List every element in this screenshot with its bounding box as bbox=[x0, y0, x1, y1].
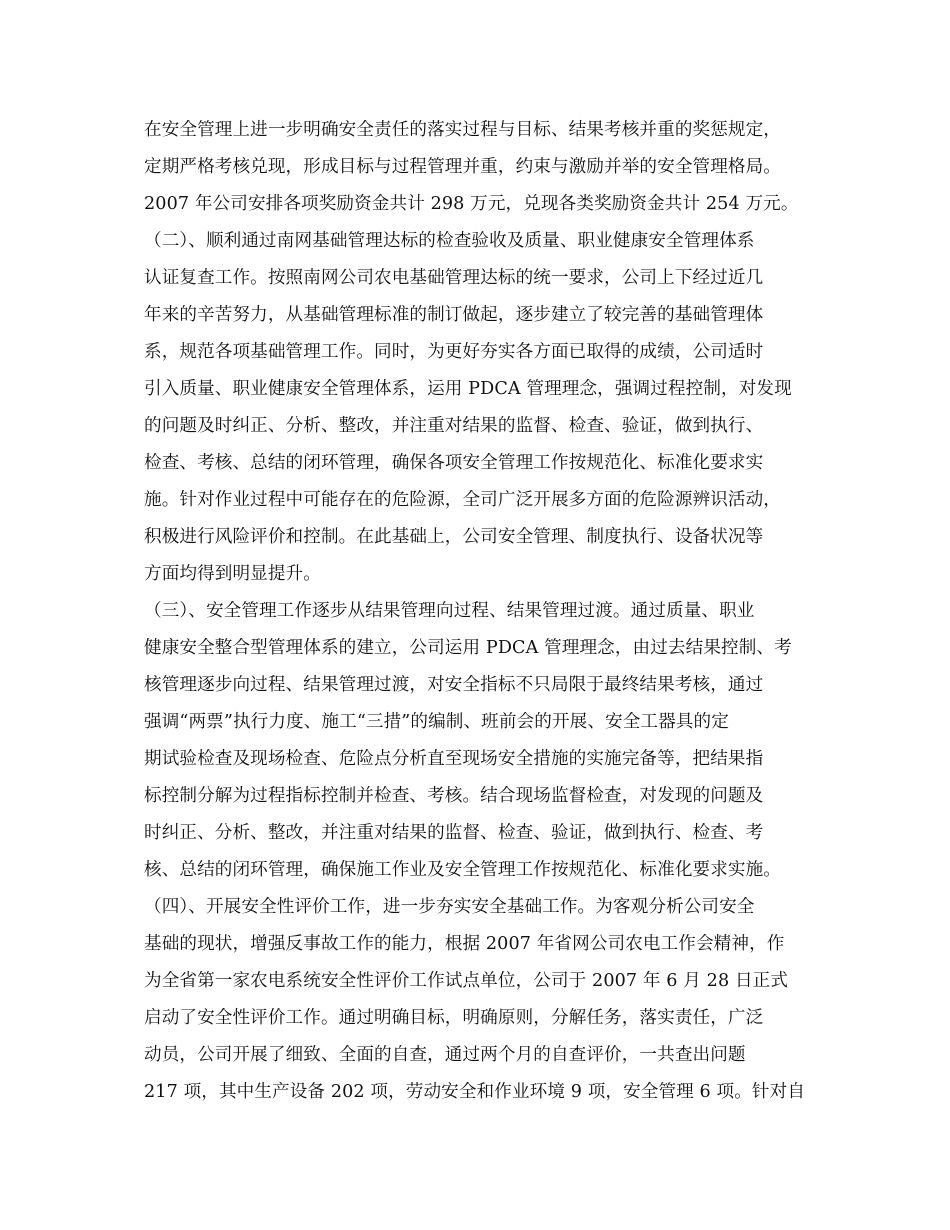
text-line: 强调“两票”执行力度、施工“三措”的编制、班前会的开展、安全工器具的定 bbox=[144, 712, 729, 732]
text-line: 年来的辛苦努力，从基础管理标准的制订做起，逐步建立了较完善的基础管理体 bbox=[144, 305, 764, 325]
text-line: 定期严格考核兑现，形成目标与过程管理并重，约束与激励并举的安全管理格局。 bbox=[144, 157, 781, 177]
text-line: 217 项，其中生产设备 202 项，劳动安全和作业环境 9 项，安全管理 6 项。针对自 bbox=[144, 1082, 806, 1102]
text-line: 核、总结的闭环管理，确保施工作业及安全管理工作按规范化、标准化要求实施。 bbox=[144, 860, 781, 880]
text-line: 方面均得到明显提升。 bbox=[144, 564, 321, 584]
text-line: 期试验检查及现场检查、危险点分析直至现场安全措施的实施完备等，把结果指 bbox=[144, 749, 764, 769]
section-heading-line: （三）、安全管理工作逐步从结果管理向过程、结果管理过渡。通过质量、职业 bbox=[144, 601, 755, 621]
text-line: 健康安全整合型管理体系的建立，公司运用 PDCA 管理理念，由过去结果控制、考 bbox=[144, 638, 792, 658]
text-line: 积极进行风险评价和控制。在此基础上，公司安全管理、制度执行、设备状况等 bbox=[144, 527, 764, 547]
text-line: 标控制分解为过程指标控制并检查、考核。结合现场监督检查，对发现的问题及 bbox=[144, 786, 764, 806]
document-body bbox=[144, 112, 814, 1111]
text-line: 在安全管理上进一步明确安全责任的落实过程与目标、结果考核并重的奖惩规定， bbox=[144, 120, 781, 140]
text-line: 时纠正、分析、整改，并注重对结果的监督、检查、验证，做到执行、检查、考 bbox=[144, 823, 764, 843]
text-line: 启动了安全性评价工作。通过明确目标，明确原则，分解任务，落实责任，广泛 bbox=[144, 1008, 764, 1028]
text-line: 认证复查工作。按照南网公司农电基础管理达标的统一要求，公司上下经过近几 bbox=[144, 268, 764, 288]
text-line: 的问题及时纠正、分析、整改，并注重对结果的监督、检查、验证，做到执行、 bbox=[144, 416, 764, 436]
text-line: 施。针对作业过程中可能存在的危险源，全司广泛开展多方面的危险源辨识活动， bbox=[144, 490, 781, 510]
text-line: 基础的现状，增强反事故工作的能力，根据 2007 年省网公司农电工作会精神，作 bbox=[144, 934, 785, 954]
text-line: 为全省第一家农电系统安全性评价工作试点单位，公司于 2007 年 6 月 28 日正式 bbox=[144, 971, 789, 991]
text-line: 2007 年公司安排各项奖励资金共计 298 万元，兑现各类奖励资金共计 254 万元。 bbox=[144, 194, 799, 214]
text-line: 核管理逐步向过程、结果管理过渡，对安全指标不只局限于最终结果考核，通过 bbox=[144, 675, 764, 695]
text-line: 引入质量、职业健康安全管理体系，运用 PDCA 管理理念，强调过程控制，对发现 bbox=[144, 379, 792, 399]
section-heading-line: （四）、开展安全性评价工作，进一步夯实安全基础工作。为客观分析公司安全 bbox=[144, 897, 755, 917]
text-line: 检查、考核、总结的闭环管理，确保各项安全管理工作按规范化、标准化要求实 bbox=[144, 453, 764, 473]
text-line: 系，规范各项基础管理工作。同时，为更好夯实各方面已取得的成绩，公司适时 bbox=[144, 342, 764, 362]
section-heading-line: （二）、顺利通过南网基础管理达标的检查验收及质量、职业健康安全管理体系 bbox=[144, 231, 755, 251]
text-line: 动员，公司开展了细致、全面的自查，通过两个月的自查评价，一共查出问题 bbox=[144, 1045, 746, 1065]
